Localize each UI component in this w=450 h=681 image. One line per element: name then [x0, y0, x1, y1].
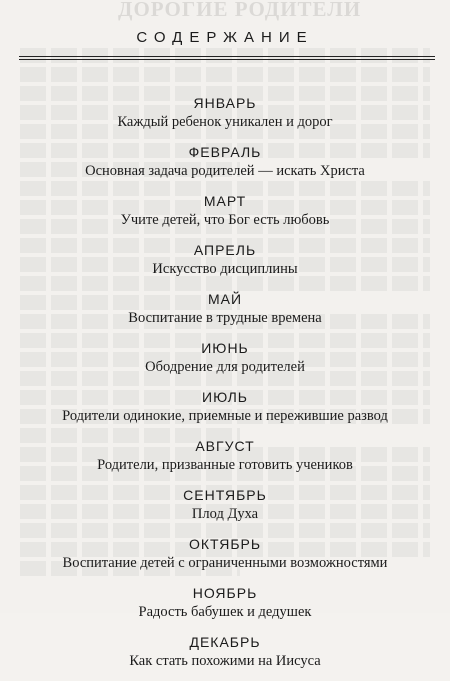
toc-month: МАЙ	[207, 291, 243, 307]
toc-topic: Родители, призванные готовить учеников	[97, 457, 353, 473]
toc-entry	[0, 632, 450, 681]
toc-month: АВГУСТ	[195, 438, 255, 454]
title-rule-bottom	[19, 59, 435, 60]
toc-entry	[0, 93, 450, 142]
toc-topic: Воспитание детей с ограниченными возможностями	[62, 555, 388, 571]
toc-entry	[0, 534, 450, 583]
toc-topic: Искусство дисциплины	[152, 261, 298, 277]
bleed-line	[20, 67, 430, 82]
toc-entry	[0, 583, 450, 632]
toc-topic: Как стать похожими на Иисуса	[129, 653, 321, 669]
toc-topic: Воспитание в трудные времена	[128, 310, 322, 326]
toc-entry	[0, 289, 450, 338]
toc-entry	[0, 387, 450, 436]
title-rule-top	[19, 56, 435, 57]
toc-topic: Ободрение для родителей	[145, 359, 305, 375]
toc-month: ФЕВРАЛЬ	[188, 144, 262, 160]
toc-month: ИЮНЬ	[201, 340, 249, 356]
toc-topic: Родители одинокие, приемные и пережившие развод	[62, 408, 388, 424]
toc-topic: Основная задача родителей — искать Христа	[85, 163, 365, 179]
toc-month: ДЕКАБРЬ	[189, 634, 261, 650]
toc-topic: Каждый ребенок уникален и дорог	[117, 114, 333, 130]
toc-entry	[0, 240, 450, 289]
toc-entry	[0, 338, 450, 387]
toc-month: МАРТ	[203, 193, 247, 209]
toc-month: ИЮЛЬ	[202, 389, 248, 405]
bleed-through-title: ДОРОГИЕ РОДИТЕЛИ	[118, 0, 362, 21]
toc-month: АПРЕЛЬ	[193, 242, 257, 258]
toc-entry	[0, 191, 450, 240]
toc-topic: Плод Духа	[191, 506, 259, 522]
toc-month: ОКТЯБРЬ	[188, 536, 262, 552]
toc-entry	[0, 436, 450, 485]
toc-entry	[0, 485, 450, 534]
toc-month: СЕНТЯБРЬ	[183, 487, 267, 503]
toc-topic: Радость бабушек и дедушек	[138, 604, 312, 620]
toc-month: ЯНВАРЬ	[193, 95, 257, 111]
toc-month: НОЯБРЬ	[192, 585, 258, 601]
toc-entry	[0, 142, 450, 191]
table-of-contents	[0, 93, 450, 681]
page-title: СОДЕРЖАНИЕ	[136, 29, 314, 46]
toc-topic: Учите детей, что Бог есть любовь	[120, 212, 330, 228]
